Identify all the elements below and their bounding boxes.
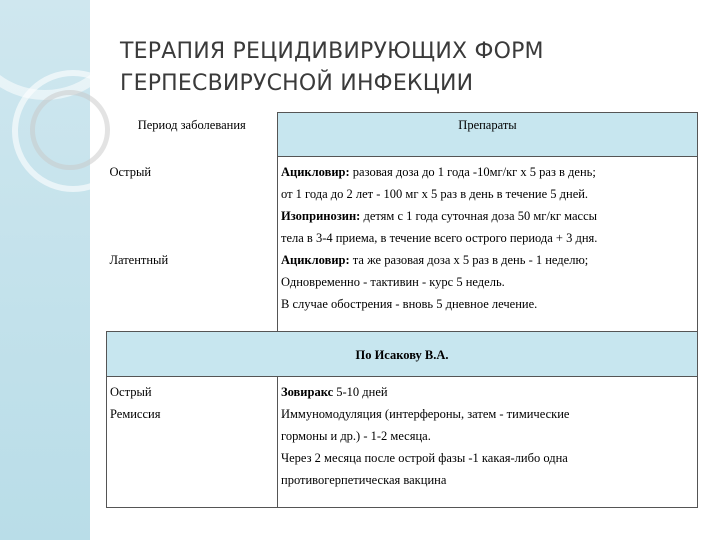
drug-dose: разовая доза до 1 года -10мг/кг х 5 раз в день; (349, 165, 596, 179)
drug-name: Изопринозин: (281, 209, 361, 223)
header-drugs-label: Препараты (458, 118, 517, 132)
table-subheader-row (107, 331, 698, 376)
period-acute: Острый (109, 164, 152, 179)
table-row (107, 157, 698, 332)
drug-name: Ацикловир: (281, 253, 350, 267)
remission-line-3: Через 2 месяца после острой фазы -1 какая-либо одна (281, 450, 568, 465)
acute-line-4: тела в 3-4 приема, в течение всего острого периода + 3 дня. (281, 231, 598, 245)
slide-title (120, 36, 680, 100)
acute-line-1 (281, 161, 694, 183)
period-remission: Ремиссия (110, 406, 161, 421)
table-header-row (107, 113, 698, 157)
latent-line-3: В случае обострения - вновь 5 дневное лечение. (281, 297, 538, 311)
period-cell (107, 376, 278, 507)
drug-dose: детям с 1 года суточная доза 50 мг/кг массы (360, 209, 598, 223)
remission-line-1: Иммуномодуляция (интерфероны, затем - тимические (281, 406, 570, 421)
period-latent: Латентный (109, 252, 169, 267)
remission-line-2: гормоны и др.) - 1-2 месяца. (281, 428, 431, 443)
period-acute: Острый (110, 384, 152, 399)
drugs-cell (278, 157, 698, 332)
therapy-table (106, 112, 698, 508)
acute-line (281, 381, 694, 403)
header-period-label: Период заболевания (137, 117, 246, 132)
title-line-2: ГЕРПЕСВИРУСНОЙ ИНФЕКЦИИ (120, 71, 474, 96)
header-period (107, 113, 278, 157)
acute-line-3 (281, 205, 694, 227)
drug-dose: 5-10 дней (333, 384, 388, 399)
remission-line-4: противогерпетическая вакцина (281, 472, 447, 487)
drug-name: Ацикловир: (281, 165, 350, 179)
period-cell (107, 157, 278, 332)
drug-dose: та же разовая доза х 5 раз в день - 1 неделю; (349, 253, 589, 267)
header-drugs (278, 113, 698, 157)
latent-line-2: Одновременно - тактивин - курс 5 недель. (281, 275, 505, 289)
drugs-cell (278, 376, 698, 507)
title-line-1: ТЕРАПИЯ РЕЦИДИВИРУЮЩИХ ФОРМ (120, 39, 544, 64)
drug-name: Зовиракс (281, 384, 334, 399)
acute-line-2: от 1 года до 2 лет - 100 мг х 5 раз в день в течение 5 дней. (281, 187, 589, 201)
latent-line-1 (281, 249, 694, 271)
decorative-ring (30, 90, 110, 170)
subheader-source: По Исакову В.А. (107, 331, 698, 376)
table-row (107, 376, 698, 507)
